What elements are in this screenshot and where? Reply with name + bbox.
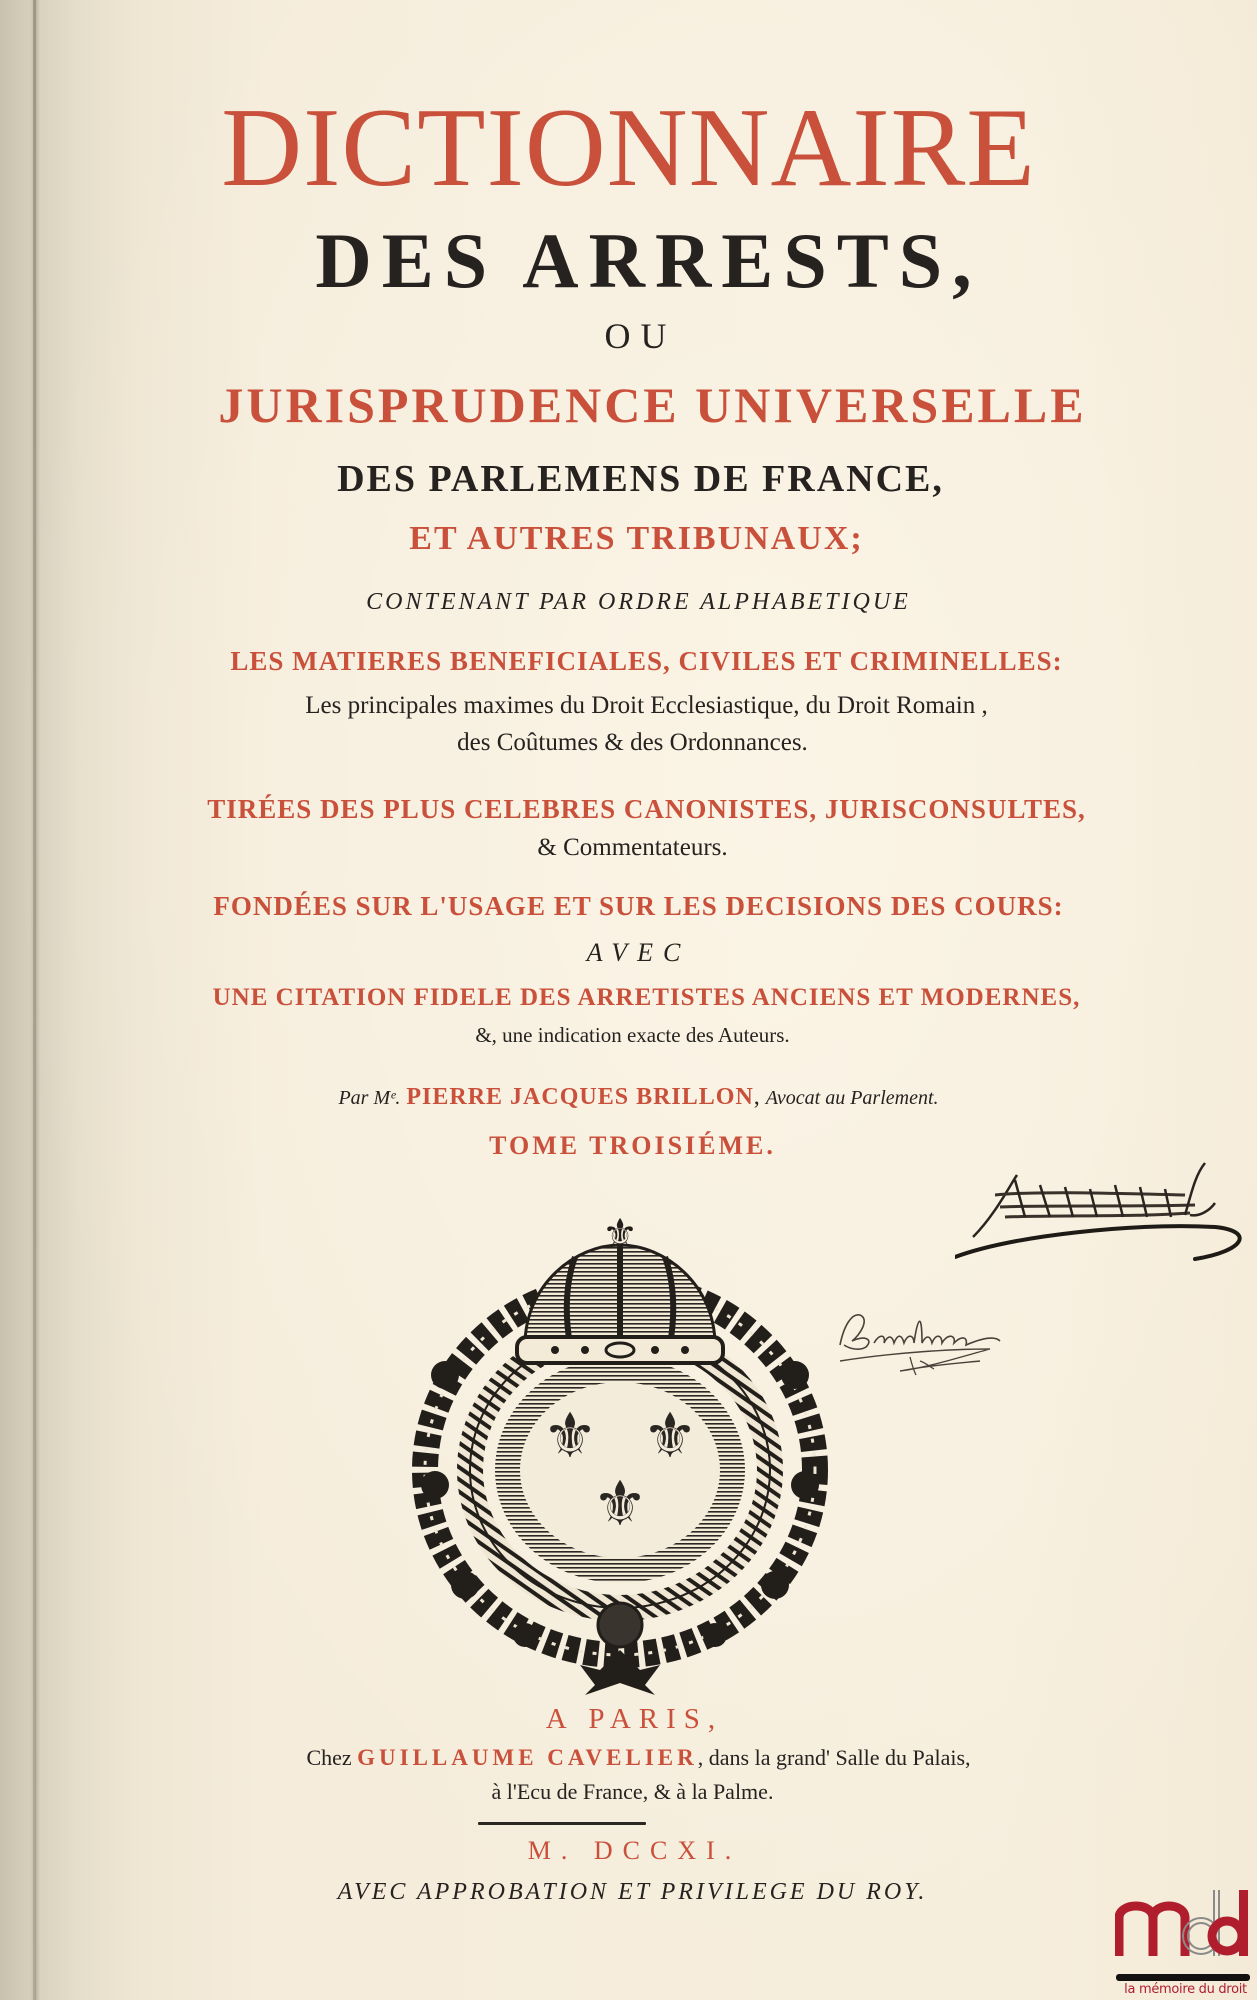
subtitle-jurisprudence: JURISPRUDENCE UNIVERSELLE	[218, 377, 1087, 433]
imprint-rule	[478, 1822, 646, 1825]
matters-line: LES MATIERES BENEFICIALES, CIVILES ET CRIMINELLES:	[230, 646, 1063, 676]
signature-bottom	[830, 1305, 1030, 1385]
mdd-logo-mark	[1115, 1890, 1253, 1958]
volume-label: TOME TROISIÉME.	[489, 1131, 776, 1160]
contents-intro: CONTENANT PAR ORDRE ALPHABETIQUE	[366, 589, 911, 615]
publication-year: M. DCCXI.	[527, 1836, 742, 1865]
imprint-address-1: , dans la grand' Salle du Palais,	[697, 1745, 971, 1770]
mdd-logo-tagline: la mémoire du droit	[1124, 1982, 1247, 1997]
author-role: Avocat au Parlement.	[765, 1087, 939, 1109]
sources-line-2: & Commentateurs.	[537, 834, 728, 861]
maxims-line-2: des Coûtumes & des Ordonnances.	[457, 729, 808, 756]
conjunction-ou: OU	[604, 316, 677, 356]
svg-text:⚜: ⚜	[542, 1399, 598, 1472]
royal-arms-emblem	[405, 1195, 835, 1695]
privilege-line: AVEC APPROBATION ET PRIVILEGE DU ROY.	[337, 1879, 928, 1905]
mdd-logo	[1113, 1890, 1253, 2000]
author-separator: ,	[753, 1084, 760, 1110]
author-line	[10, 1085, 1257, 1109]
signature-top	[955, 1155, 1255, 1265]
subtitle-parlemens: DES PARLEMENS DE FRANCE,	[337, 458, 944, 500]
imprint-address-2: à l'Ecu de France, & à la Palme.	[491, 1779, 774, 1804]
maxims-line-1: Les principales maximes du Droit Ecclesiastique, du Droit Romain ,	[305, 692, 988, 719]
foundations-line: FONDÉES SUR L'USAGE ET SUR LES DECISIONS DES COURS:	[213, 891, 1064, 921]
indication-line: &, une indication exacte des Auteurs.	[475, 1023, 790, 1047]
imprint-publisher-line	[10, 1746, 1257, 1769]
avec-line: AVEC	[586, 938, 691, 967]
subtitle-tribunaux: ET AUTRES TRIBUNAUX;	[409, 520, 864, 557]
svg-text:⚜: ⚜	[602, 1211, 638, 1257]
imprint-chez: Chez	[306, 1745, 352, 1770]
citation-line: UNE CITATION FIDELE DES ARRETISTES ANCIENS ET MODERNES,	[212, 984, 1081, 1011]
sources-line: TIRÉES DES PLUS CELEBRES CANONISTES, JURISCONSULTES,	[207, 794, 1086, 824]
author-prefix: Par Mᵉ.	[338, 1087, 401, 1109]
book-title: DICTIONNAIRE	[221, 86, 1036, 210]
author-name: PIERRE JACQUES BRILLON	[406, 1084, 754, 1110]
svg-text:⚜: ⚜	[592, 1467, 648, 1540]
mdd-logo-bar	[1116, 1974, 1250, 1981]
imprint-city: A PARIS,	[545, 1703, 724, 1735]
subtitle-arrests: DES ARRESTS,	[315, 217, 982, 304]
svg-text:⚜: ⚜	[642, 1399, 698, 1472]
imprint-publisher: GUILLAUME CAVELIER	[357, 1745, 698, 1770]
